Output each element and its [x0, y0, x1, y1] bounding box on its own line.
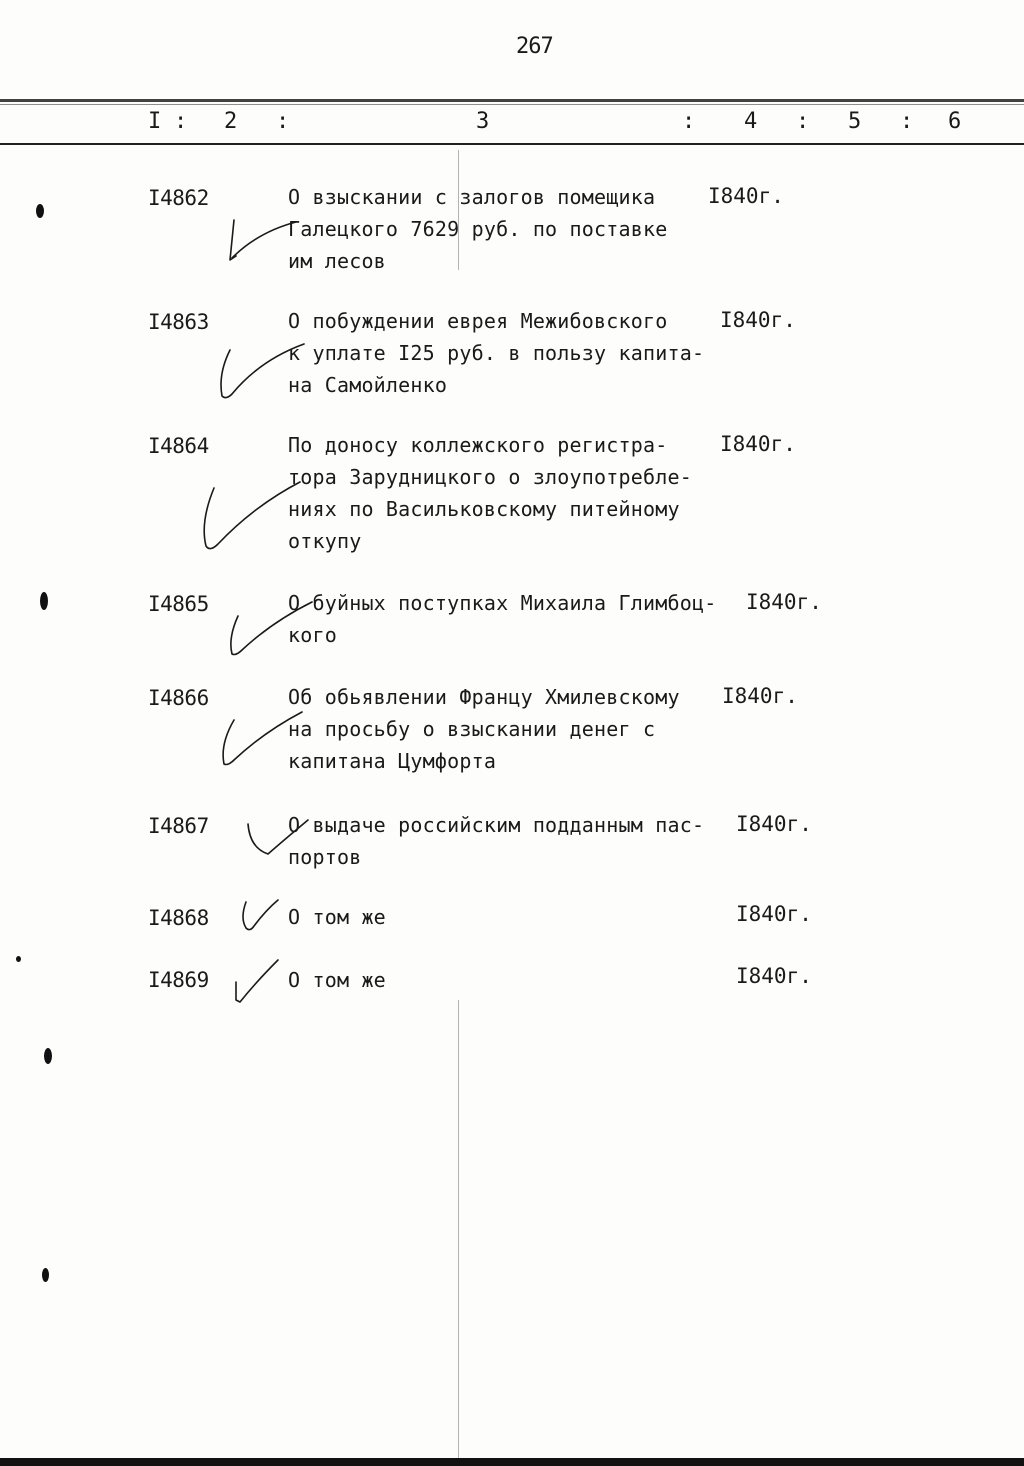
column-header-4: 4 [744, 109, 758, 134]
entry-number: I4868 [148, 906, 209, 930]
column-separator: : [682, 109, 696, 134]
margin-ink-mark [44, 1048, 52, 1064]
entry-description-line: тора Зарудницкого о злоупотребле- [288, 465, 692, 489]
margin-ink-mark [36, 204, 44, 218]
entry-description-line: на просьбу о взыскании денег с [288, 717, 656, 741]
entry-description-line: портов [288, 845, 362, 869]
entry-number: I4867 [148, 814, 209, 838]
margin-ink-mark [16, 956, 21, 962]
check-mark-icon [236, 894, 288, 938]
column-separator: : [276, 109, 290, 134]
margin-ink-mark [42, 1268, 49, 1282]
entry-number: I4862 [148, 186, 209, 210]
entry-year: I840г. [736, 964, 812, 988]
entry-description-line: ниях по Васильковскому питейному [288, 497, 680, 521]
entry-year: I840г. [720, 432, 796, 456]
entry-description [288, 181, 728, 277]
column-separator: : [174, 109, 188, 134]
entry-description [288, 809, 728, 873]
check-mark-icon [228, 952, 288, 1008]
entry-description-line: Об обьявлении Францу Хмилевскому [288, 685, 680, 709]
entry-description-line: О взыскании с залогов помещика [288, 185, 656, 209]
column-separator: : [900, 109, 914, 134]
entry-description [288, 681, 728, 777]
column-header-5: 5 [848, 109, 862, 134]
column-header-1: I [148, 109, 162, 134]
entry-description-line: на Самойленко [288, 373, 448, 397]
entry-description [288, 964, 728, 996]
entry-number: I4865 [148, 592, 209, 616]
column-header-3: 3 [476, 109, 490, 134]
entry-description-line: О буйных поступках Михаила Глимбоц- [288, 591, 717, 615]
entry-description-line: откупу [288, 529, 362, 553]
margin-ink-mark [40, 592, 48, 610]
entry-year: I840г. [720, 308, 796, 332]
entry-description-line: О том же [288, 968, 386, 992]
entry-description-line: к уплате I25 руб. в пользу капита- [288, 341, 705, 365]
header-bottom-rule [0, 143, 1024, 145]
entry-description [288, 429, 728, 557]
column-separator: : [796, 109, 810, 134]
header-top-rule-secondary [0, 104, 1024, 105]
entry-number: I4863 [148, 310, 209, 334]
entry-year: I840г. [708, 184, 784, 208]
entry-number: I4869 [148, 968, 209, 992]
entry-description-line: им лесов [288, 249, 386, 273]
entry-year: I840г. [746, 590, 822, 614]
header-top-rule [0, 99, 1024, 102]
entry-description-line: По доносу коллежского регистра- [288, 433, 668, 457]
entry-description [288, 901, 728, 933]
entry-description [288, 305, 728, 401]
entry-description [288, 587, 728, 651]
page-number: 267 [516, 34, 553, 59]
entry-description-line: капитана Цумфорта [288, 749, 497, 773]
entry-number: I4864 [148, 434, 209, 458]
entry-description-line: О побуждении еврея Межибовского [288, 309, 668, 333]
column-header-6: 6 [948, 109, 962, 134]
entry-year: I840г. [736, 812, 812, 836]
entry-year: I840г. [722, 684, 798, 708]
entry-description-line: О выдаче российским подданным пас- [288, 813, 705, 837]
entry-year: I840г. [736, 902, 812, 926]
page-bottom-edge [0, 1458, 1024, 1466]
entry-number: I4866 [148, 686, 209, 710]
center-fold-line [458, 1000, 459, 1460]
entry-description-line: О том же [288, 905, 386, 929]
entry-description-line: кого [288, 623, 337, 647]
column-header-2: 2 [224, 109, 238, 134]
entry-description-line: Галецкого 7629 руб. по поставке [288, 217, 668, 241]
